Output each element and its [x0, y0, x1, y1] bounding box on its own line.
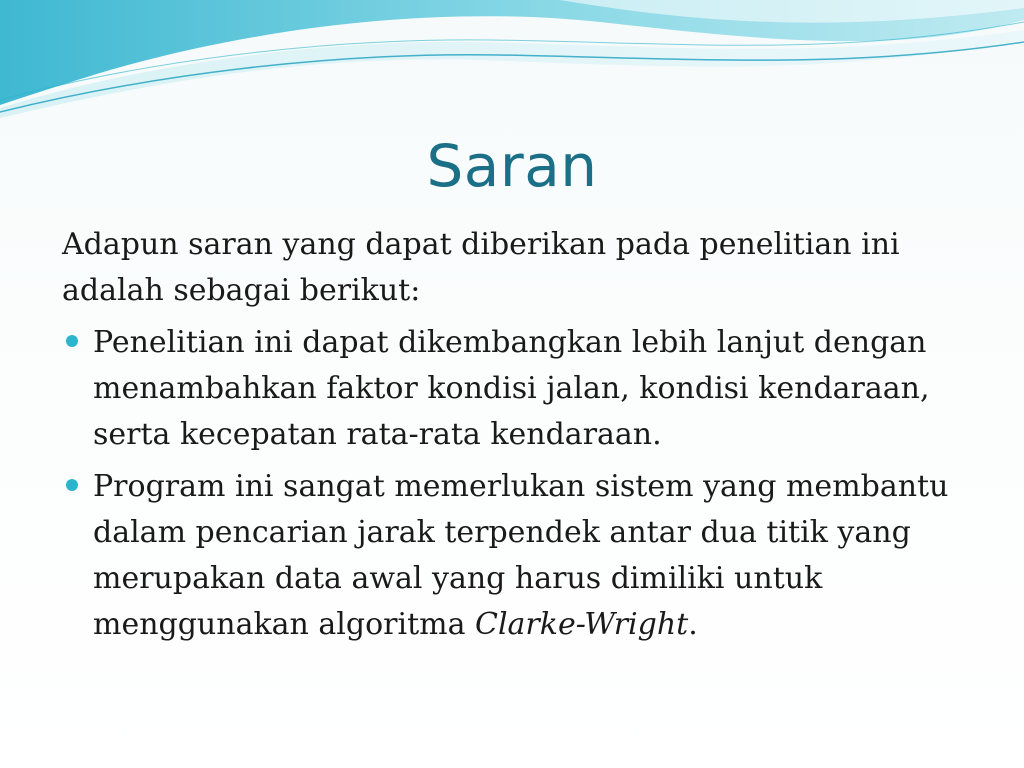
bullet-list	[62, 320, 962, 648]
bullet-item	[62, 464, 962, 648]
bullet-text-end: .	[688, 607, 698, 642]
algorithm-name: Clarke-Wright	[475, 607, 689, 642]
bullet-item	[62, 320, 962, 458]
slide-title: Saran	[426, 132, 598, 200]
header-wave-decoration	[0, 0, 1024, 130]
bullet-dot-icon	[66, 335, 78, 347]
slide-body	[62, 222, 962, 654]
intro-paragraph: Adapun saran yang dapat diberikan pada penelitian ini adalah sebagai berikut:	[62, 227, 900, 308]
bullet-dot-icon	[66, 479, 78, 491]
bullet-text: Penelitian ini dapat dikembangkan lebih lanjut dengan menambahkan faktor kondisi jalan, kondisi kendaraan, serta kecepatan rata-rata kendaraan.	[93, 325, 930, 452]
bullet-text: Program ini sangat memerlukan sistem yang membantu dalam pencarian jarak terpendek antar dua titik yang merupakan data awal yang harus dimiliki untuk menggunakan algoritma	[93, 469, 949, 642]
